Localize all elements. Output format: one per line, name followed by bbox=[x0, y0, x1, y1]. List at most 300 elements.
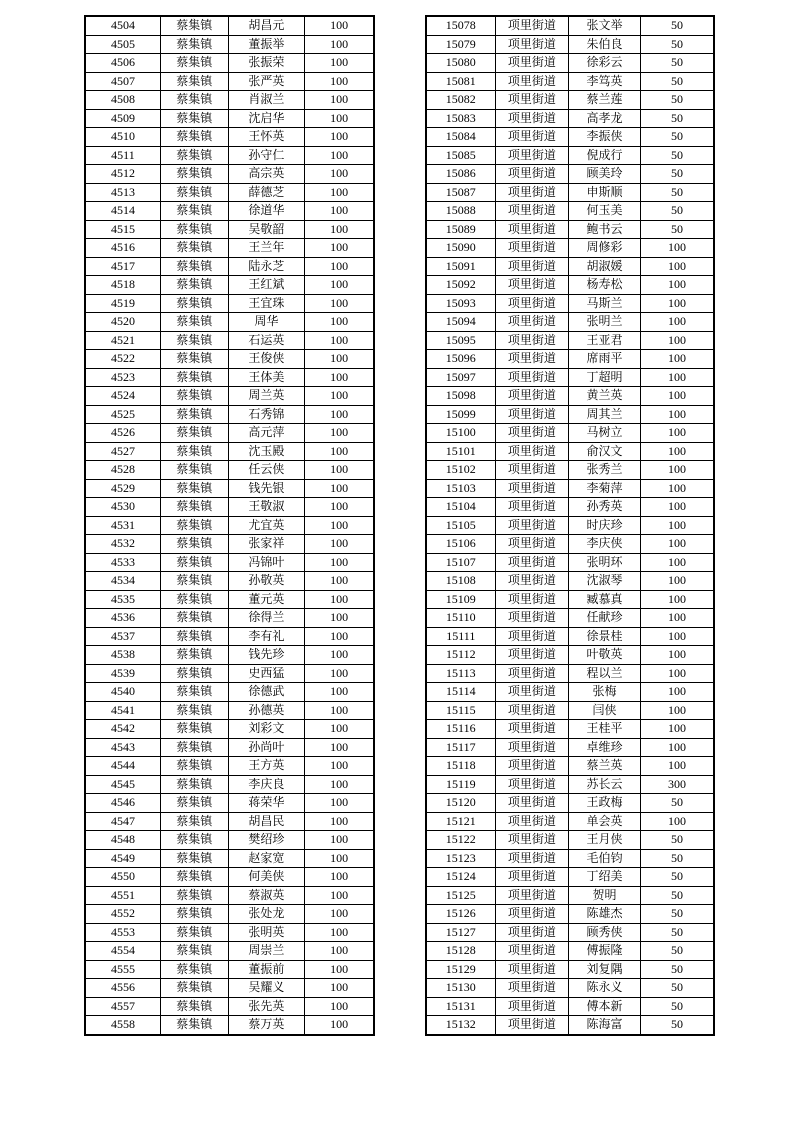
cell-township: 蔡集镇 bbox=[160, 276, 228, 295]
cell-amount: 50 bbox=[641, 942, 714, 961]
cell-serial-number: 4549 bbox=[85, 849, 160, 868]
cell-person-name: 俞汉文 bbox=[569, 442, 641, 461]
cell-township: 项里街道 bbox=[495, 331, 568, 350]
table-row bbox=[426, 276, 714, 295]
cell-township: 项里街道 bbox=[495, 886, 568, 905]
cell-amount: 50 bbox=[641, 868, 714, 887]
cell-serial-number: 15126 bbox=[426, 905, 495, 924]
cell-amount: 100 bbox=[305, 387, 374, 406]
cell-township: 蔡集镇 bbox=[160, 239, 228, 258]
cell-amount: 50 bbox=[641, 794, 714, 813]
cell-person-name: 石秀锦 bbox=[228, 405, 305, 424]
cell-person-name: 高元萍 bbox=[228, 424, 305, 443]
cell-amount: 100 bbox=[641, 424, 714, 443]
cell-serial-number: 15108 bbox=[426, 572, 495, 591]
cell-person-name: 周华 bbox=[228, 313, 305, 332]
cell-township: 蔡集镇 bbox=[160, 979, 228, 998]
table-row bbox=[426, 442, 714, 461]
cell-township: 项里街道 bbox=[495, 794, 568, 813]
table-row bbox=[85, 664, 374, 683]
cell-amount: 100 bbox=[641, 387, 714, 406]
cell-serial-number: 4515 bbox=[85, 220, 160, 239]
cell-township: 蔡集镇 bbox=[160, 590, 228, 609]
cell-amount: 100 bbox=[641, 590, 714, 609]
cell-person-name: 何玉美 bbox=[569, 202, 641, 221]
cell-amount: 100 bbox=[305, 239, 374, 258]
cell-serial-number: 4522 bbox=[85, 350, 160, 369]
cell-person-name: 董振举 bbox=[228, 35, 305, 54]
cell-amount: 100 bbox=[305, 683, 374, 702]
cell-person-name: 高宗英 bbox=[228, 165, 305, 184]
cell-person-name: 董振前 bbox=[228, 960, 305, 979]
cell-amount: 100 bbox=[305, 516, 374, 535]
cell-person-name: 周兰英 bbox=[228, 387, 305, 406]
cell-serial-number: 4507 bbox=[85, 72, 160, 91]
cell-township: 项里街道 bbox=[495, 942, 568, 961]
cell-amount: 50 bbox=[641, 35, 714, 54]
cell-person-name: 卓维珍 bbox=[569, 738, 641, 757]
cell-serial-number: 4533 bbox=[85, 553, 160, 572]
cell-township: 项里街道 bbox=[495, 128, 568, 147]
cell-person-name: 李庆良 bbox=[228, 775, 305, 794]
cell-township: 项里街道 bbox=[495, 646, 568, 665]
cell-person-name: 王怀英 bbox=[228, 128, 305, 147]
cell-township: 项里街道 bbox=[495, 757, 568, 776]
cell-serial-number: 4508 bbox=[85, 91, 160, 110]
cell-serial-number: 15089 bbox=[426, 220, 495, 239]
cell-serial-number: 4527 bbox=[85, 442, 160, 461]
cell-township: 项里街道 bbox=[495, 257, 568, 276]
cell-township: 蔡集镇 bbox=[160, 202, 228, 221]
table-row bbox=[426, 387, 714, 406]
cell-township: 项里街道 bbox=[495, 960, 568, 979]
table-row bbox=[426, 1016, 714, 1035]
cell-township: 项里街道 bbox=[495, 202, 568, 221]
cell-township: 蔡集镇 bbox=[160, 535, 228, 554]
cell-serial-number: 4543 bbox=[85, 738, 160, 757]
cell-township: 项里街道 bbox=[495, 535, 568, 554]
table-row bbox=[426, 424, 714, 443]
cell-amount: 100 bbox=[305, 35, 374, 54]
cell-serial-number: 15128 bbox=[426, 942, 495, 961]
table-row bbox=[85, 35, 374, 54]
cell-township: 项里街道 bbox=[495, 424, 568, 443]
cell-amount: 100 bbox=[641, 350, 714, 369]
cell-person-name: 叶敬英 bbox=[569, 646, 641, 665]
table-row bbox=[85, 849, 374, 868]
cell-amount: 100 bbox=[305, 923, 374, 942]
cell-amount: 100 bbox=[641, 498, 714, 517]
table-row bbox=[85, 960, 374, 979]
cell-township: 项里街道 bbox=[495, 849, 568, 868]
cell-person-name: 胡淑媛 bbox=[569, 257, 641, 276]
cell-serial-number: 4520 bbox=[85, 313, 160, 332]
cell-amount: 100 bbox=[641, 683, 714, 702]
table-row bbox=[426, 590, 714, 609]
cell-person-name: 顾秀侠 bbox=[569, 923, 641, 942]
cell-serial-number: 15097 bbox=[426, 368, 495, 387]
table-row bbox=[426, 942, 714, 961]
cell-serial-number: 4555 bbox=[85, 960, 160, 979]
cell-township: 项里街道 bbox=[495, 442, 568, 461]
cell-amount: 100 bbox=[641, 405, 714, 424]
table-row bbox=[85, 109, 374, 128]
cell-serial-number: 15111 bbox=[426, 627, 495, 646]
cell-township: 项里街道 bbox=[495, 812, 568, 831]
cell-person-name: 王敬淑 bbox=[228, 498, 305, 517]
cell-person-name: 何美侠 bbox=[228, 868, 305, 887]
cell-amount: 100 bbox=[641, 627, 714, 646]
cell-amount: 100 bbox=[641, 461, 714, 480]
cell-person-name: 时庆珍 bbox=[569, 516, 641, 535]
table-row bbox=[85, 572, 374, 591]
cell-township: 蔡集镇 bbox=[160, 572, 228, 591]
cell-township: 项里街道 bbox=[495, 16, 568, 35]
cell-township: 项里街道 bbox=[495, 979, 568, 998]
cell-township: 蔡集镇 bbox=[160, 1016, 228, 1035]
table-row bbox=[85, 442, 374, 461]
cell-amount: 100 bbox=[641, 331, 714, 350]
table-row bbox=[426, 109, 714, 128]
table-row bbox=[426, 146, 714, 165]
cell-person-name: 陆永芝 bbox=[228, 257, 305, 276]
cell-amount: 100 bbox=[305, 165, 374, 184]
cell-township: 蔡集镇 bbox=[160, 479, 228, 498]
table-row bbox=[426, 239, 714, 258]
cell-person-name: 王红斌 bbox=[228, 276, 305, 295]
cell-township: 项里街道 bbox=[495, 923, 568, 942]
table-row bbox=[426, 683, 714, 702]
cell-serial-number: 15083 bbox=[426, 109, 495, 128]
cell-person-name: 胡昌元 bbox=[228, 16, 305, 35]
cell-person-name: 王宜珠 bbox=[228, 294, 305, 313]
cell-person-name: 沈启华 bbox=[228, 109, 305, 128]
cell-township: 蔡集镇 bbox=[160, 942, 228, 961]
cell-amount: 100 bbox=[641, 239, 714, 258]
cell-serial-number: 4519 bbox=[85, 294, 160, 313]
cell-amount: 100 bbox=[305, 812, 374, 831]
cell-serial-number: 15107 bbox=[426, 553, 495, 572]
cell-amount: 100 bbox=[305, 849, 374, 868]
cell-amount: 50 bbox=[641, 220, 714, 239]
cell-serial-number: 15096 bbox=[426, 350, 495, 369]
cell-person-name: 马斯兰 bbox=[569, 294, 641, 313]
cell-amount: 100 bbox=[641, 812, 714, 831]
cell-township: 蔡集镇 bbox=[160, 831, 228, 850]
cell-township: 蔡集镇 bbox=[160, 627, 228, 646]
cell-serial-number: 4541 bbox=[85, 701, 160, 720]
table-row bbox=[85, 646, 374, 665]
cell-person-name: 朱伯良 bbox=[569, 35, 641, 54]
cell-person-name: 周崇兰 bbox=[228, 942, 305, 961]
cell-township: 蔡集镇 bbox=[160, 16, 228, 35]
cell-serial-number: 15090 bbox=[426, 239, 495, 258]
cell-amount: 100 bbox=[305, 794, 374, 813]
cell-person-name: 孙守仁 bbox=[228, 146, 305, 165]
table-row bbox=[85, 331, 374, 350]
cell-township: 蔡集镇 bbox=[160, 868, 228, 887]
cell-person-name: 鲍书云 bbox=[569, 220, 641, 239]
cell-amount: 50 bbox=[641, 146, 714, 165]
table-row bbox=[426, 479, 714, 498]
cell-amount: 100 bbox=[305, 461, 374, 480]
cell-township: 蔡集镇 bbox=[160, 886, 228, 905]
cell-serial-number: 4524 bbox=[85, 387, 160, 406]
cell-person-name: 石运英 bbox=[228, 331, 305, 350]
cell-serial-number: 4545 bbox=[85, 775, 160, 794]
table-row bbox=[85, 350, 374, 369]
cell-township: 蔡集镇 bbox=[160, 720, 228, 739]
table-row bbox=[85, 276, 374, 295]
cell-amount: 100 bbox=[305, 646, 374, 665]
cell-serial-number: 4529 bbox=[85, 479, 160, 498]
cell-township: 蔡集镇 bbox=[160, 146, 228, 165]
table-row bbox=[426, 313, 714, 332]
cell-serial-number: 15105 bbox=[426, 516, 495, 535]
table-row bbox=[426, 609, 714, 628]
cell-amount: 100 bbox=[305, 220, 374, 239]
cell-serial-number: 4523 bbox=[85, 368, 160, 387]
cell-township: 项里街道 bbox=[495, 683, 568, 702]
cell-person-name: 尤宜英 bbox=[228, 516, 305, 535]
cell-amount: 50 bbox=[641, 849, 714, 868]
cell-serial-number: 15131 bbox=[426, 997, 495, 1016]
cell-person-name: 王兰年 bbox=[228, 239, 305, 258]
cell-person-name: 张梅 bbox=[569, 683, 641, 702]
cell-serial-number: 4526 bbox=[85, 424, 160, 443]
cell-amount: 50 bbox=[641, 979, 714, 998]
table-row bbox=[426, 720, 714, 739]
cell-person-name: 程以兰 bbox=[569, 664, 641, 683]
cell-amount: 100 bbox=[305, 183, 374, 202]
table-row bbox=[426, 405, 714, 424]
table-row bbox=[85, 979, 374, 998]
table-row bbox=[85, 202, 374, 221]
cell-amount: 100 bbox=[641, 701, 714, 720]
table-row bbox=[85, 498, 374, 517]
cell-person-name: 张明环 bbox=[569, 553, 641, 572]
cell-township: 项里街道 bbox=[495, 479, 568, 498]
table-row bbox=[85, 775, 374, 794]
table-row bbox=[85, 905, 374, 924]
cell-amount: 100 bbox=[641, 609, 714, 628]
cell-serial-number: 4513 bbox=[85, 183, 160, 202]
cell-township: 蔡集镇 bbox=[160, 960, 228, 979]
cell-serial-number: 15078 bbox=[426, 16, 495, 35]
cell-person-name: 张明英 bbox=[228, 923, 305, 942]
cell-person-name: 王体美 bbox=[228, 368, 305, 387]
cell-township: 项里街道 bbox=[495, 313, 568, 332]
cell-serial-number: 15113 bbox=[426, 664, 495, 683]
cell-person-name: 薛德芝 bbox=[228, 183, 305, 202]
cell-township: 蔡集镇 bbox=[160, 516, 228, 535]
cell-serial-number: 15087 bbox=[426, 183, 495, 202]
cell-amount: 100 bbox=[305, 54, 374, 73]
cell-serial-number: 15102 bbox=[426, 461, 495, 480]
cell-serial-number: 15084 bbox=[426, 128, 495, 147]
cell-amount: 100 bbox=[305, 590, 374, 609]
cell-person-name: 闫侠 bbox=[569, 701, 641, 720]
cell-person-name: 徐德武 bbox=[228, 683, 305, 702]
table-row bbox=[85, 886, 374, 905]
cell-serial-number: 15088 bbox=[426, 202, 495, 221]
cell-serial-number: 15095 bbox=[426, 331, 495, 350]
cell-amount: 100 bbox=[305, 775, 374, 794]
cell-amount: 100 bbox=[641, 738, 714, 757]
cell-township: 项里街道 bbox=[495, 590, 568, 609]
cell-township: 蔡集镇 bbox=[160, 91, 228, 110]
cell-amount: 100 bbox=[305, 905, 374, 924]
table-row bbox=[85, 683, 374, 702]
cell-person-name: 高孝龙 bbox=[569, 109, 641, 128]
table-row bbox=[426, 886, 714, 905]
cell-amount: 100 bbox=[305, 109, 374, 128]
cell-serial-number: 4557 bbox=[85, 997, 160, 1016]
table-row bbox=[85, 553, 374, 572]
cell-serial-number: 15132 bbox=[426, 1016, 495, 1035]
table-row bbox=[426, 54, 714, 73]
table-row bbox=[426, 202, 714, 221]
cell-township: 蔡集镇 bbox=[160, 923, 228, 942]
cell-serial-number: 15081 bbox=[426, 72, 495, 91]
table-row bbox=[426, 91, 714, 110]
cell-person-name: 苏长云 bbox=[569, 775, 641, 794]
cell-person-name: 申斯顺 bbox=[569, 183, 641, 202]
cell-person-name: 李菊萍 bbox=[569, 479, 641, 498]
cell-serial-number: 4547 bbox=[85, 812, 160, 831]
cell-township: 项里街道 bbox=[495, 294, 568, 313]
table-row bbox=[85, 257, 374, 276]
cell-amount: 100 bbox=[305, 424, 374, 443]
cell-serial-number: 4510 bbox=[85, 128, 160, 147]
cell-township: 蔡集镇 bbox=[160, 646, 228, 665]
cell-serial-number: 4534 bbox=[85, 572, 160, 591]
cell-serial-number: 15104 bbox=[426, 498, 495, 517]
cell-township: 项里街道 bbox=[495, 738, 568, 757]
cell-amount: 100 bbox=[641, 720, 714, 739]
cell-person-name: 刘彩文 bbox=[228, 720, 305, 739]
cell-person-name: 李笃英 bbox=[569, 72, 641, 91]
cell-township: 项里街道 bbox=[495, 368, 568, 387]
cell-person-name: 王俊侠 bbox=[228, 350, 305, 369]
cell-township: 蔡集镇 bbox=[160, 109, 228, 128]
cell-township: 项里街道 bbox=[495, 498, 568, 517]
cell-amount: 100 bbox=[641, 368, 714, 387]
cell-serial-number: 4521 bbox=[85, 331, 160, 350]
table-row bbox=[85, 165, 374, 184]
cell-serial-number: 15130 bbox=[426, 979, 495, 998]
cell-amount: 100 bbox=[305, 257, 374, 276]
cell-township: 项里街道 bbox=[495, 35, 568, 54]
table-row bbox=[426, 701, 714, 720]
table-row bbox=[85, 831, 374, 850]
table-row bbox=[85, 923, 374, 942]
cell-serial-number: 4538 bbox=[85, 646, 160, 665]
cell-amount: 50 bbox=[641, 91, 714, 110]
cell-township: 项里街道 bbox=[495, 1016, 568, 1035]
cell-amount: 100 bbox=[305, 701, 374, 720]
table-row bbox=[426, 220, 714, 239]
table-row bbox=[426, 923, 714, 942]
cell-amount: 100 bbox=[641, 276, 714, 295]
cell-amount: 100 bbox=[305, 572, 374, 591]
cell-amount: 100 bbox=[305, 202, 374, 221]
cell-township: 蔡集镇 bbox=[160, 368, 228, 387]
cell-person-name: 张家祥 bbox=[228, 535, 305, 554]
cell-amount: 50 bbox=[641, 109, 714, 128]
cell-person-name: 蔡淑英 bbox=[228, 886, 305, 905]
cell-amount: 50 bbox=[641, 54, 714, 73]
cell-township: 项里街道 bbox=[495, 405, 568, 424]
cell-serial-number: 4530 bbox=[85, 498, 160, 517]
cell-person-name: 张处龙 bbox=[228, 905, 305, 924]
cell-amount: 50 bbox=[641, 72, 714, 91]
cell-person-name: 胡昌民 bbox=[228, 812, 305, 831]
cell-township: 蔡集镇 bbox=[160, 257, 228, 276]
cell-serial-number: 15101 bbox=[426, 442, 495, 461]
cell-person-name: 任云侠 bbox=[228, 461, 305, 480]
cell-township: 项里街道 bbox=[495, 701, 568, 720]
table-row bbox=[85, 535, 374, 554]
cell-person-name: 周修彩 bbox=[569, 239, 641, 258]
table-row bbox=[426, 831, 714, 850]
cell-serial-number: 4552 bbox=[85, 905, 160, 924]
cell-township: 项里街道 bbox=[495, 350, 568, 369]
cell-person-name: 钱先银 bbox=[228, 479, 305, 498]
table-row bbox=[426, 183, 714, 202]
cell-serial-number: 4528 bbox=[85, 461, 160, 480]
cell-serial-number: 15118 bbox=[426, 757, 495, 776]
cell-amount: 100 bbox=[641, 442, 714, 461]
cell-person-name: 孙敬英 bbox=[228, 572, 305, 591]
table-row bbox=[85, 461, 374, 480]
table-row bbox=[85, 757, 374, 776]
cell-person-name: 周其兰 bbox=[569, 405, 641, 424]
table-row bbox=[426, 572, 714, 591]
cell-amount: 100 bbox=[305, 831, 374, 850]
table-row bbox=[426, 960, 714, 979]
cell-person-name: 席雨平 bbox=[569, 350, 641, 369]
table-row bbox=[426, 627, 714, 646]
cell-amount: 100 bbox=[641, 313, 714, 332]
cell-township: 项里街道 bbox=[495, 609, 568, 628]
cell-amount: 100 bbox=[305, 609, 374, 628]
table-row bbox=[85, 424, 374, 443]
table-row bbox=[85, 479, 374, 498]
table-row bbox=[85, 239, 374, 258]
cell-township: 蔡集镇 bbox=[160, 701, 228, 720]
cell-serial-number: 4551 bbox=[85, 886, 160, 905]
cell-person-name: 吴敬韶 bbox=[228, 220, 305, 239]
table-row bbox=[85, 738, 374, 757]
cell-amount: 100 bbox=[641, 257, 714, 276]
cell-serial-number: 4544 bbox=[85, 757, 160, 776]
cell-amount: 100 bbox=[305, 146, 374, 165]
table-row bbox=[426, 664, 714, 683]
cell-township: 项里街道 bbox=[495, 516, 568, 535]
cell-serial-number: 15106 bbox=[426, 535, 495, 554]
cell-person-name: 顾美玲 bbox=[569, 165, 641, 184]
cell-amount: 100 bbox=[305, 664, 374, 683]
cell-person-name: 蔡兰莲 bbox=[569, 91, 641, 110]
cell-township: 蔡集镇 bbox=[160, 609, 228, 628]
table-row bbox=[426, 646, 714, 665]
cell-amount: 100 bbox=[305, 91, 374, 110]
table-row bbox=[426, 812, 714, 831]
cell-serial-number: 15094 bbox=[426, 313, 495, 332]
cell-township: 项里街道 bbox=[495, 183, 568, 202]
table-row bbox=[426, 997, 714, 1016]
